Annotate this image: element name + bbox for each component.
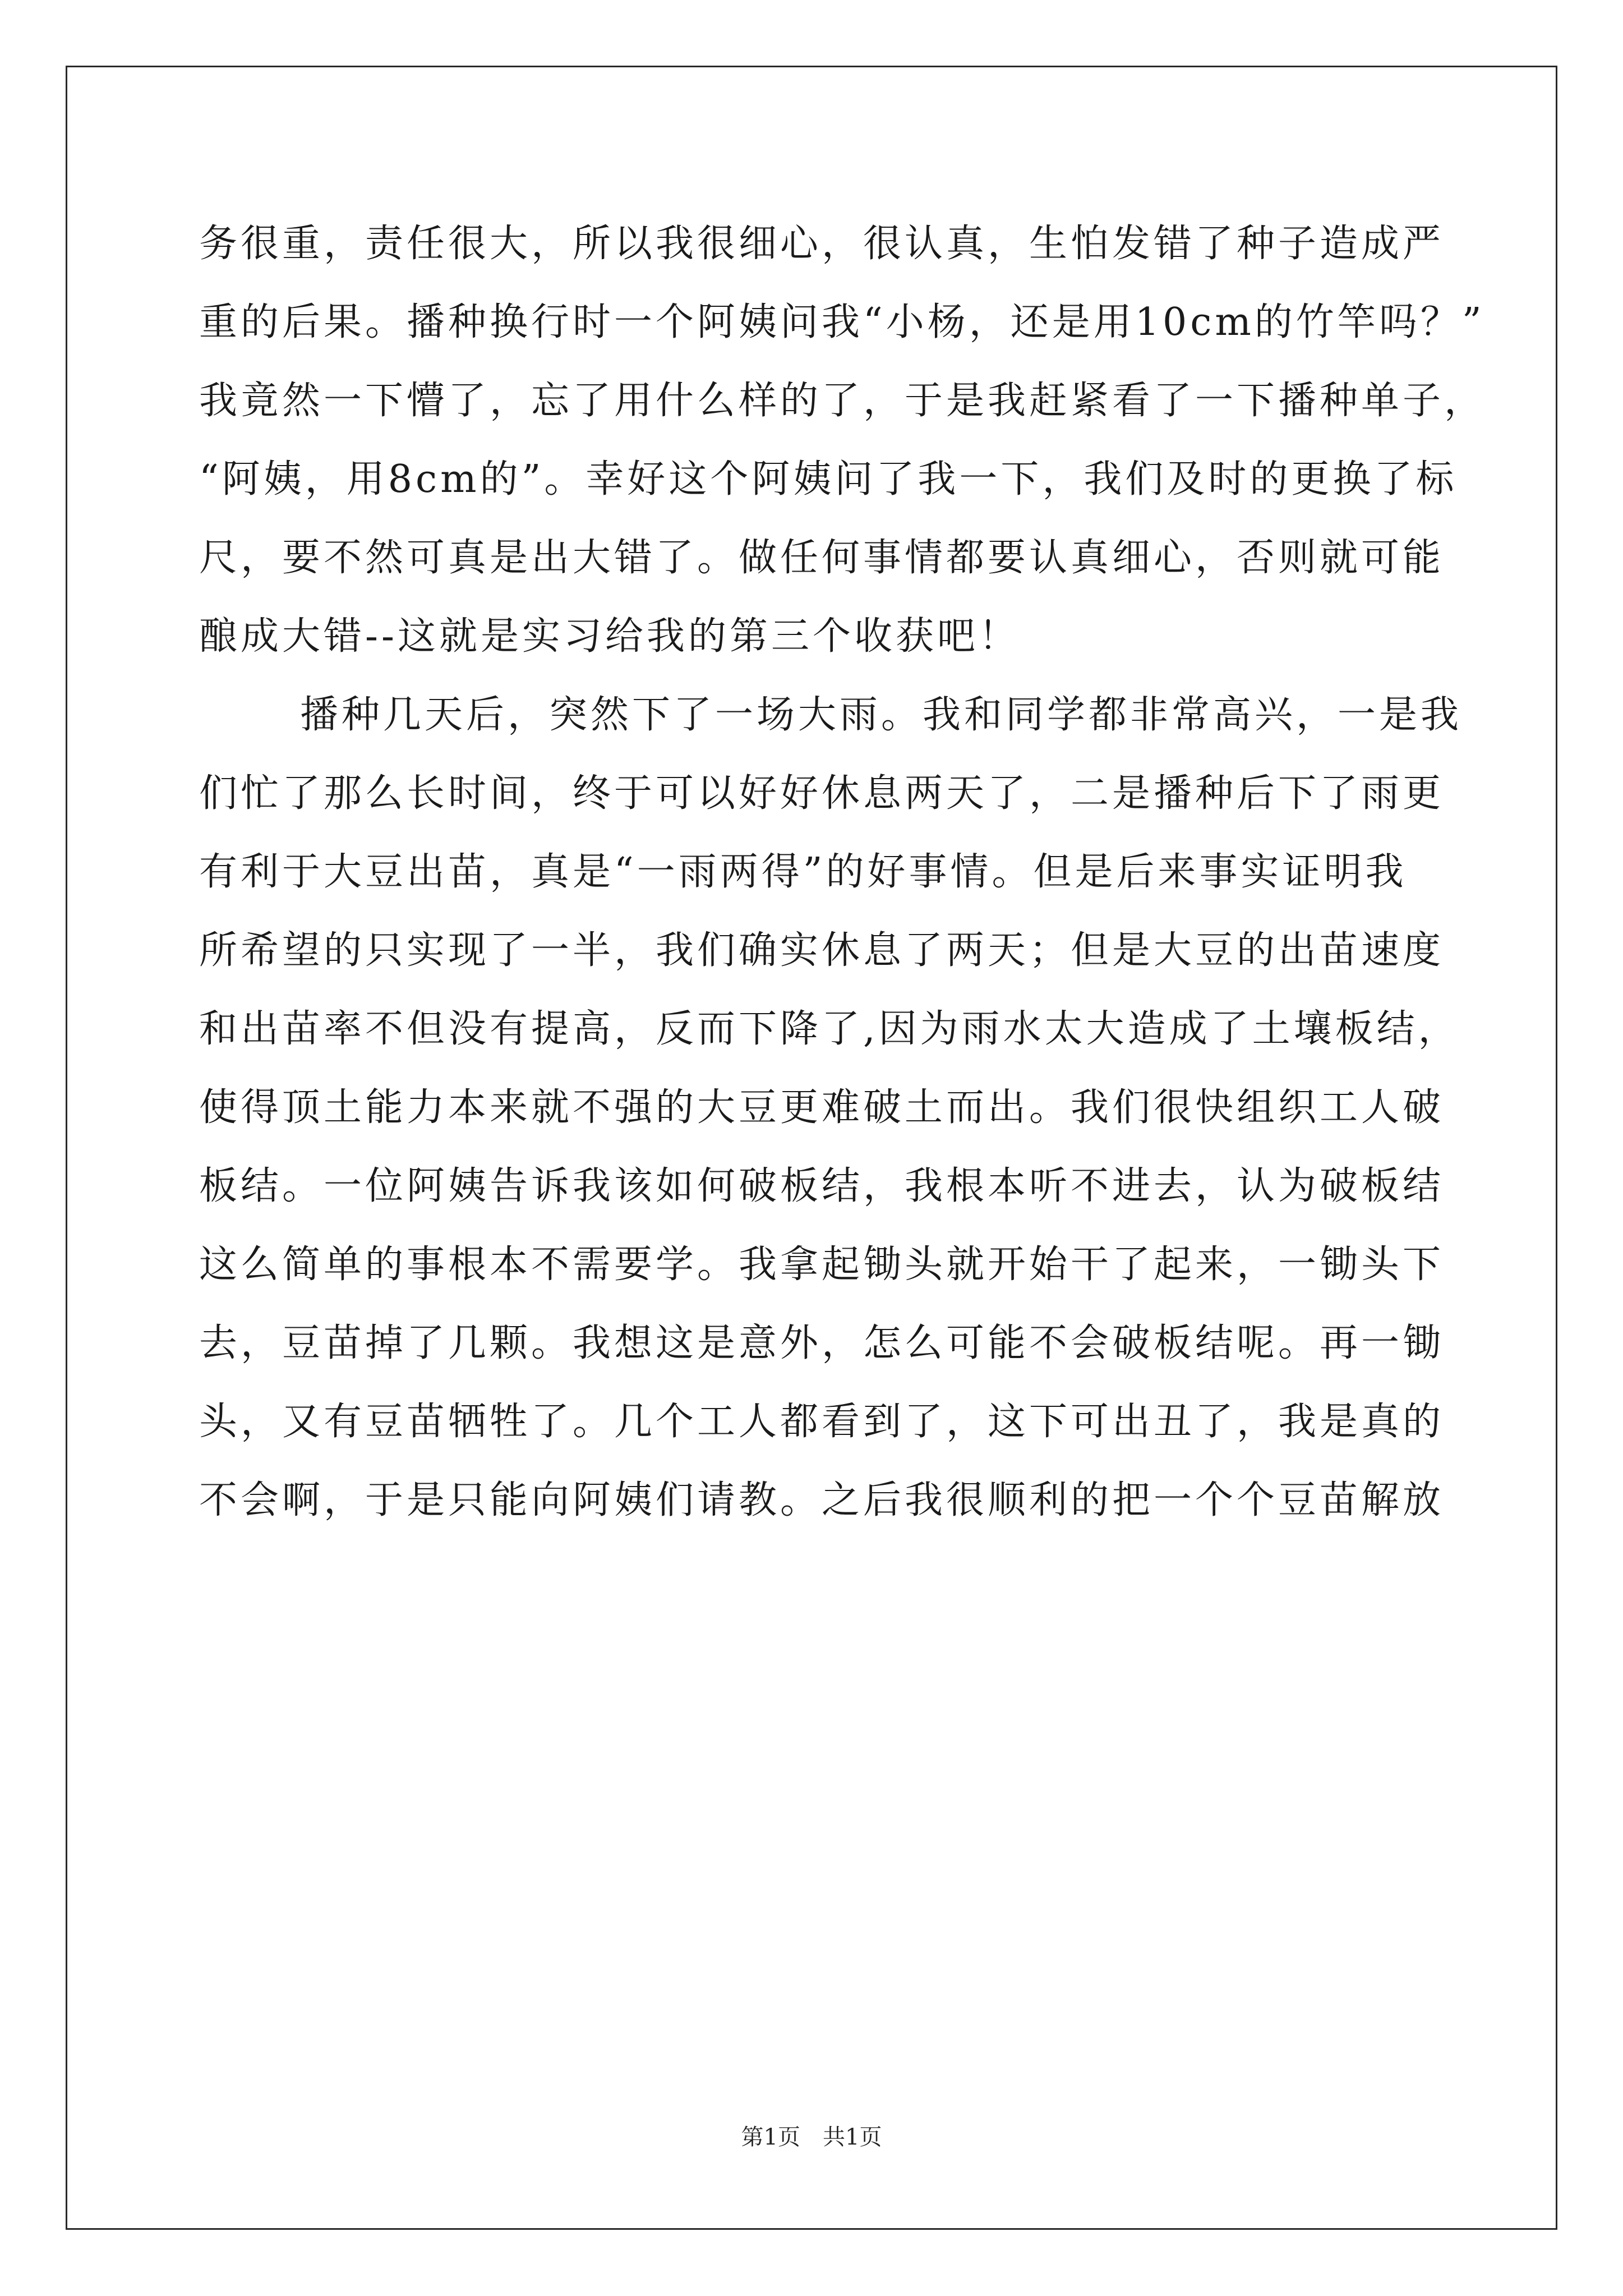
page-footer [0,2120,1623,2154]
text-line: 和出苗率不但没有提高，反而下降了,因为雨水太大造成了土壤板结， [199,1007,1460,1051]
page-number: 第1页 [741,2124,800,2150]
paragraph-first-line: 播种几天后，突然下了一场大雨。我和同学都非常高兴，一是我 [300,693,1463,737]
text-line: 我竟然一下懵了，忘了用什么样的了，于是我赶紧看了一下播种单子， [199,379,1486,423]
page-total: 共1页 [823,2124,882,2150]
text-line: 尺，要不然可真是出大错了。做任何事情都要认真细心，否则就可能 [199,536,1445,580]
text-line: 这么简单的事根本不需要学。我拿起锄头就开始干了起来，一锄头下 [199,1243,1445,1287]
text-line: 们忙了那么长时间，终于可以好好休息两天了，二是播种后下了雨更 [199,771,1445,816]
text-line: 头，又有豆苗牺牲了。几个工人都看到了，这下可出丑了，我是真的 [199,1400,1445,1444]
text-line: 酿成大错--这就是实习给我的第三个收获吧！ [199,614,1020,659]
text-line: 务很重，责任很大，所以我很细心，很认真，生怕发错了种子造成严 [199,222,1445,266]
text-line: 板结。一位阿姨告诉我该如何破板结，我根本听不进去，认为破板结 [199,1164,1445,1208]
text-line: 不会啊，于是只能向阿姨们请教。之后我很顺利的把一个个豆苗解放 [199,1478,1445,1522]
text-line: 有利于大豆出苗，真是“一雨两得”的好事情。但是后来事实证明我 [199,850,1407,894]
text-line: 所希望的只实现了一半，我们确实休息了两天；但是大豆的出苗速度 [199,928,1445,973]
text-line: 重的后果。播种换行时一个阿姨问我“小杨，还是用10cm的竹竿吗？” [199,300,1485,344]
text-line: 去，豆苗掉了几颗。我想这是意外，怎么可能不会破板结呢。再一锄 [199,1321,1445,1365]
text-line: “阿姨，用8cm的”。幸好这个阿姨问了我一下，我们及时的更换了标 [199,457,1458,501]
text-line: 使得顶土能力本来就不强的大豆更难破土而出。我们很快组织工人破 [199,1085,1445,1130]
